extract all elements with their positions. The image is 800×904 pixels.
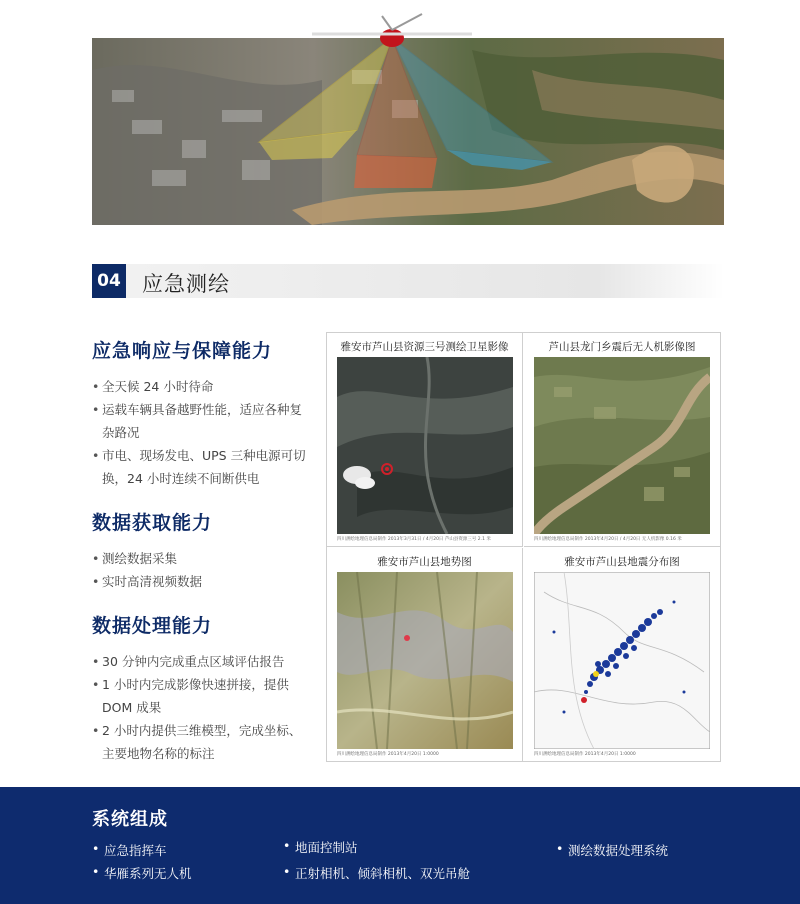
footer-title: 系统组成: [92, 809, 168, 830]
capability-group-acquisition: [92, 508, 312, 593]
capabilities-list: [92, 336, 312, 783]
footer-item-uav-series: • 华雁系列无人机: [92, 864, 192, 882]
epicenter-marker-icon: [581, 697, 587, 703]
capability-group-processing: [92, 611, 312, 765]
map-caption: 雅安市芦山县地震分布图: [564, 556, 680, 568]
capability-item: • 实时高清视频数据: [92, 570, 312, 593]
map-footnote: 四川测绘地理信息局制作 2013年4月20日 1:0000: [534, 752, 636, 757]
capability-item: • 测绘数据采集: [92, 547, 312, 570]
capability-item: • 全天候 24 小时待命: [92, 375, 312, 398]
satellite-image: [337, 357, 513, 534]
section-header: [92, 264, 724, 298]
section-number: 04: [92, 264, 126, 298]
footer-item-processing-system: • 测绘数据处理系统: [556, 841, 668, 859]
map-panel: [326, 332, 721, 762]
terrain-image: [337, 572, 513, 749]
map-footnote: 四川测绘地理信息局制作 2013年3月31日 / 4月20日 芦山县资源三号 2.1 米: [337, 537, 491, 542]
map-terrain: [327, 548, 523, 762]
map-quake-distribution: [524, 548, 720, 762]
footer-item-ground-station: • 地面控制站: [283, 838, 358, 856]
hero-aerial-image: [92, 10, 724, 225]
map-caption: 雅安市芦山县资源三号测绘卫星影像: [340, 341, 509, 353]
map-caption: 芦山县龙门乡震后无人机影像图: [548, 341, 696, 353]
map-drone: [524, 333, 720, 547]
capability-item: • 30 分钟内完成重点区域评估报告: [92, 650, 312, 673]
capability-item: • 市电、现场发电、UPS 三种电源可切换，24 小时连续不间断供电: [92, 444, 312, 490]
map-caption: 雅安市芦山县地势图: [377, 556, 472, 568]
capability-group-response: [92, 336, 312, 490]
capability-title: 数据处理能力: [92, 615, 213, 637]
capability-title: 应急响应与保障能力: [92, 340, 273, 362]
map-footnote: 四川测绘地理信息局制作 2013年4月20日 / 4月20日 无人机影像 0.16 米: [534, 537, 682, 542]
map-footnote: 四川测绘地理信息局制作 2013年4月20日 1:0000: [337, 752, 439, 757]
footer-item-cameras: • 正射相机、倾斜相机、双光吊舱: [283, 864, 470, 882]
footer-item-command-vehicle: • 应急指挥车: [92, 841, 167, 859]
system-components-footer: [0, 787, 800, 904]
drone-image: [534, 357, 710, 534]
capability-title: 数据获取能力: [92, 512, 213, 534]
epicenter-marker-icon: [404, 635, 410, 641]
map-satellite: [327, 333, 523, 547]
capability-item: • 1 小时内完成影像快速拼接，提供 DOM 成果: [92, 673, 312, 719]
capability-item: • 运载车辆具备越野性能，适应各种复杂路况: [92, 398, 312, 444]
quake-distribution-image: [534, 572, 710, 749]
capability-item: • 2 小时内提供三维模型，完成坐标、主要地物名称的标注: [92, 719, 312, 765]
section-title: 应急测绘: [142, 272, 230, 296]
